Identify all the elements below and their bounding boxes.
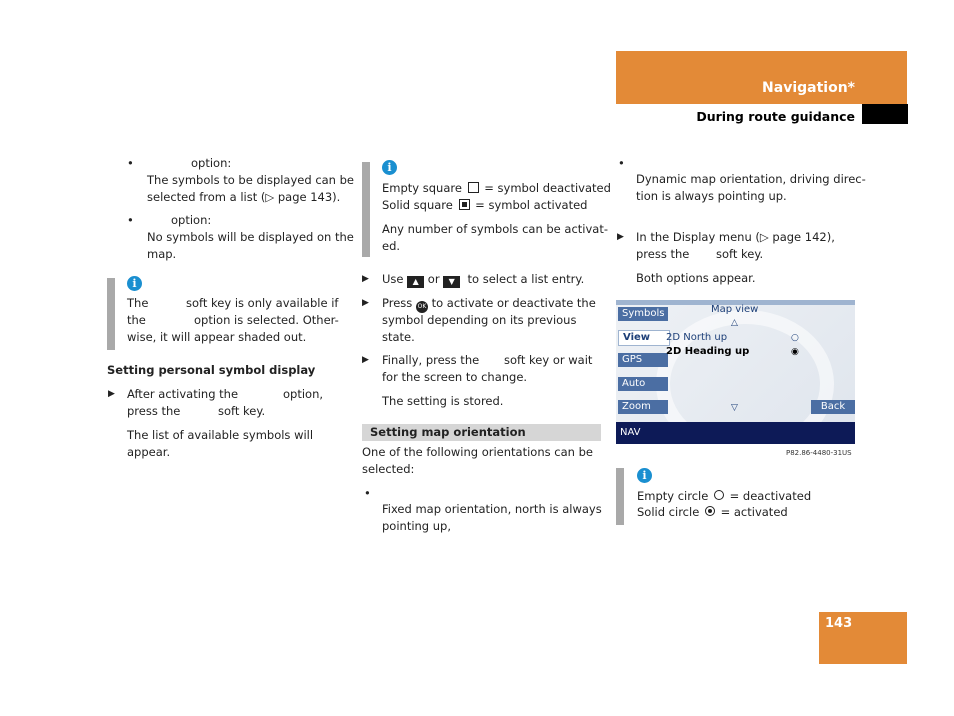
note-text: soft key is only available if: [186, 296, 339, 310]
subheading: Setting personal symbol display: [107, 363, 316, 377]
screen-title: Map view: [711, 304, 759, 315]
step-text: soft key.: [716, 247, 764, 261]
intro-text: One of the following orientations can be: [362, 445, 593, 459]
note-text: option is selected. Other-: [194, 313, 339, 327]
bullet1-option: option:: [191, 156, 232, 170]
solid-circle-icon: [705, 506, 715, 516]
step-text: After activating the: [127, 387, 239, 401]
step-text: symbol depending on its previous: [382, 313, 577, 327]
info-line: ed.: [382, 239, 401, 253]
bullet2-option: option:: [171, 213, 212, 227]
info-icon: i: [382, 160, 397, 175]
bullet2-text-2: map.: [147, 247, 177, 261]
step-arrow-icon: ▶: [362, 298, 369, 308]
bullet-marker: •: [127, 156, 134, 170]
solid-square-icon: [459, 199, 470, 210]
bullet-marker: •: [364, 486, 371, 500]
option-text: Fixed map orientation, north is always: [382, 502, 602, 516]
down-key-icon: ▼: [443, 276, 460, 288]
bullet1-text-1: The symbols to be displayed can be: [147, 173, 355, 187]
info-line: Empty square = symbol deactivated: [382, 181, 611, 195]
info-line: Solid square = symbol activated: [382, 198, 588, 212]
ok-key-icon: OK: [416, 301, 428, 313]
note-bar: [107, 278, 115, 350]
step-text: Finally, press the: [382, 353, 480, 367]
zoom-soft-key[interactable]: Zoom: [618, 400, 668, 414]
option-north-up[interactable]: 2D North up: [666, 332, 728, 343]
info-line: Solid circle = activated: [637, 505, 788, 519]
empty-circle-icon: ○: [791, 333, 799, 343]
result-text: The list of available symbols will: [127, 428, 314, 442]
bullet2-text-1: No symbols will be displayed on the: [147, 230, 354, 244]
info-bar: [362, 162, 370, 257]
step-text: In the Display menu (▷ page 142),: [636, 230, 835, 244]
result-text: The setting is stored.: [382, 394, 504, 408]
step-text: for the screen to change.: [382, 370, 528, 384]
option-text: pointing up,: [382, 519, 452, 533]
step-arrow-icon: ▶: [362, 274, 369, 284]
auto-soft-key[interactable]: Auto: [618, 377, 668, 391]
step-text: press the: [636, 247, 690, 261]
symbols-soft-key[interactable]: Symbols: [618, 307, 668, 321]
step-text: option,: [283, 387, 324, 401]
up-key-icon: ▲: [407, 276, 424, 288]
step-arrow-icon: ▶: [617, 232, 624, 242]
result-text: Both options appear.: [636, 271, 756, 285]
view-soft-key[interactable]: View: [618, 330, 670, 346]
header-banner: [616, 51, 907, 104]
step-arrow-icon: ▶: [362, 355, 369, 365]
result-text: appear.: [127, 445, 171, 459]
info-line: Any number of symbols can be activat-: [382, 222, 609, 236]
bullet-marker: •: [618, 156, 625, 170]
intro-text: selected:: [362, 462, 415, 476]
note-text: the: [127, 313, 146, 327]
info-bar: [616, 468, 624, 525]
option-text: Dynamic map orientation, driving direc-: [636, 172, 866, 186]
step-arrow-icon: ▶: [108, 389, 115, 399]
map-view-screen: [616, 300, 855, 444]
section-heading: Setting map orientation: [362, 424, 601, 441]
option-text: tion is always pointing up.: [636, 189, 787, 203]
section-marker: [862, 104, 908, 124]
info-icon: i: [637, 468, 652, 483]
empty-circle-icon: [714, 490, 724, 500]
nav-status-bar: NAV: [616, 422, 855, 444]
step-text: Press OK to activate or deactivate the: [382, 295, 596, 313]
bullet-marker: •: [127, 213, 134, 227]
note-text: wise, it will appear shaded out.: [127, 330, 307, 344]
empty-square-icon: [468, 182, 479, 193]
back-soft-key[interactable]: Back: [811, 400, 855, 414]
step-text: press the: [127, 404, 181, 418]
section-title: During route guidance: [696, 109, 855, 124]
info-icon: i: [127, 276, 142, 291]
step-text: soft key or wait: [504, 353, 593, 367]
step-text: state.: [382, 330, 415, 344]
step-text: Use ▲ or ▼ to select a list entry.: [382, 272, 585, 286]
scroll-up-icon: △: [731, 318, 738, 328]
chapter-title: Navigation*: [762, 80, 855, 96]
info-line: Empty circle = deactivated: [637, 489, 812, 503]
step-text: soft key.: [218, 404, 266, 418]
gps-soft-key[interactable]: GPS: [618, 353, 668, 367]
solid-circle-icon: ◉: [791, 347, 799, 357]
note-text: The: [127, 296, 149, 310]
scroll-down-icon: ▽: [731, 403, 738, 413]
page-number: 143: [825, 616, 853, 631]
option-heading-up[interactable]: 2D Heading up: [666, 346, 750, 357]
image-caption: P82.86-4480-31US: [786, 449, 852, 457]
bullet1-text-2: selected from a list (▷ page 143).: [147, 190, 341, 204]
